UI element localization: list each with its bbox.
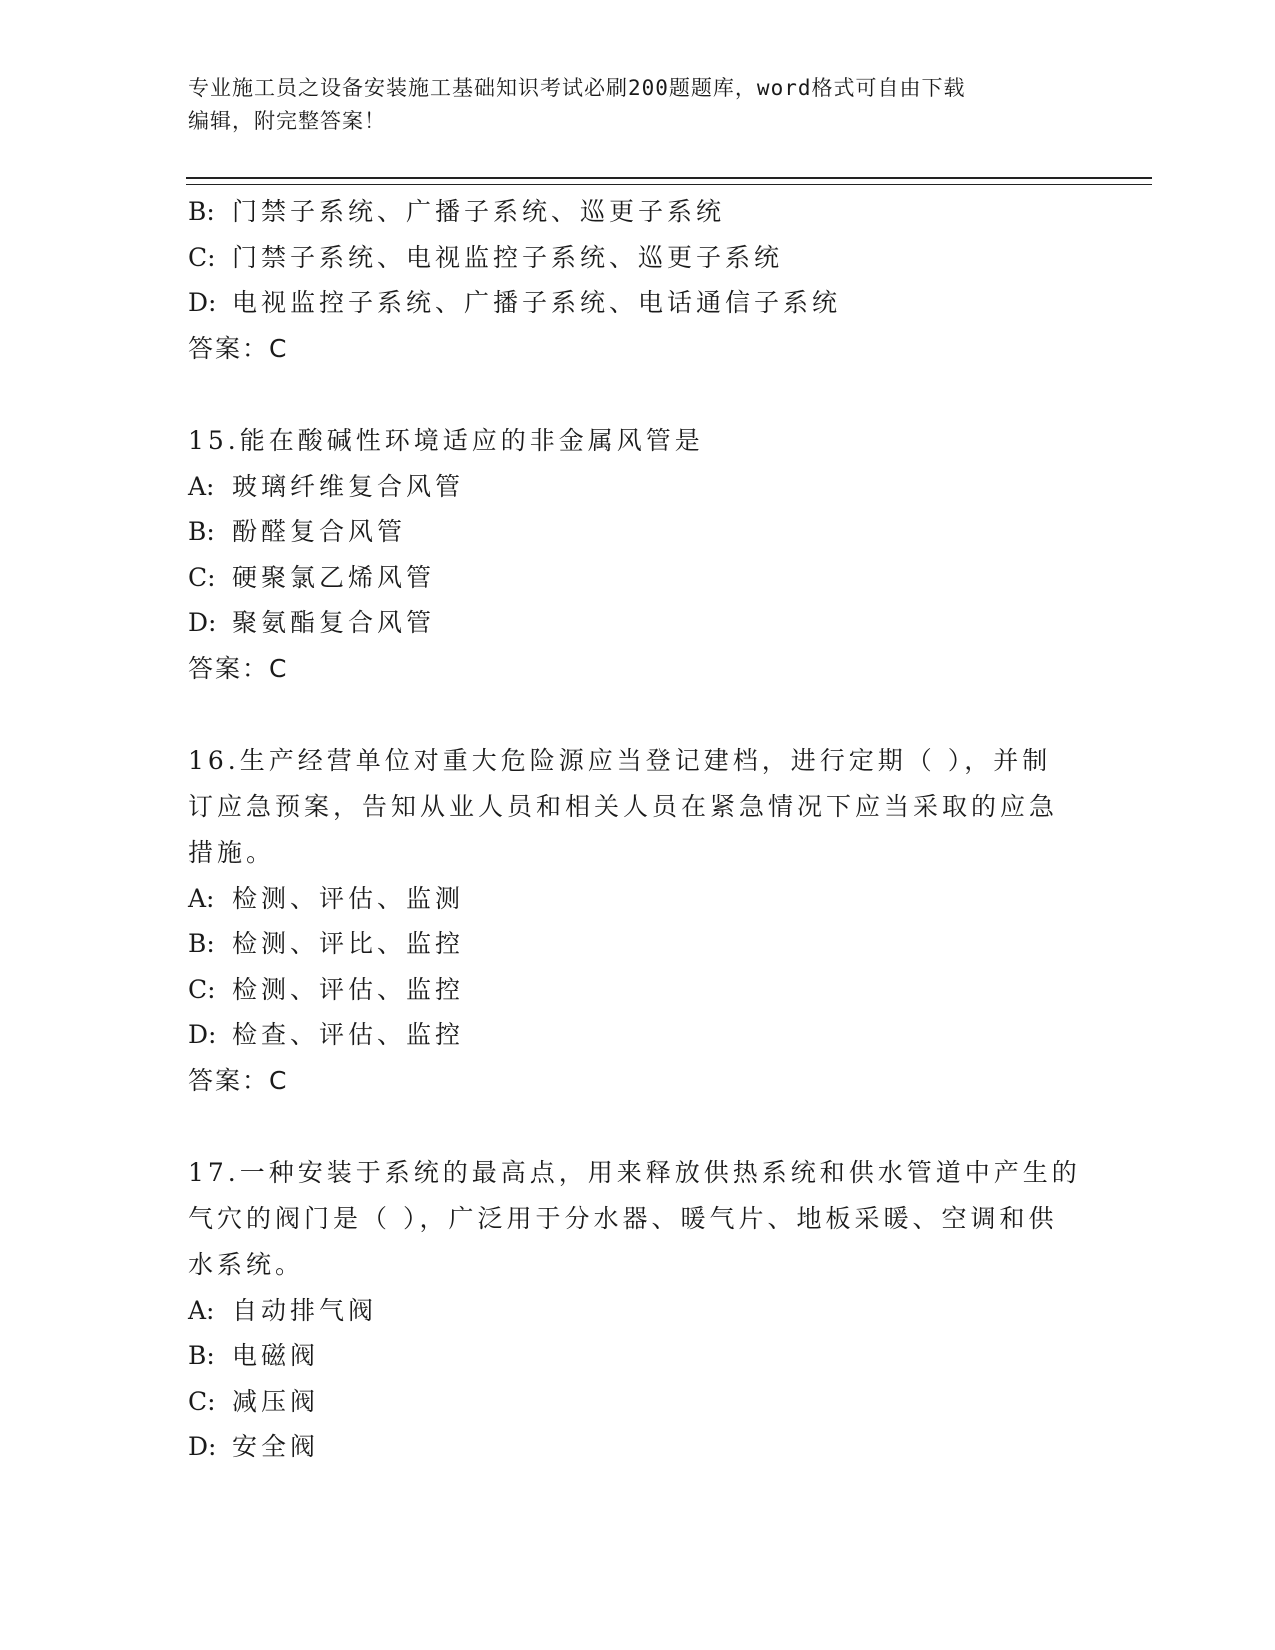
answer: 答案：C <box>188 1065 289 1095</box>
page-header <box>188 72 1068 138</box>
header-divider <box>186 177 1152 185</box>
option-c: C: 减压阀 <box>188 1386 320 1416</box>
question-list <box>188 189 1088 1470</box>
option-b: B: 门禁子系统、广播子系统、巡更子系统 <box>188 197 726 226</box>
question-stem-line-1: 16.生产经营单位对重大危险源应当登记建档，进行定期（ ），并制 <box>188 745 1052 775</box>
question-stem-line-2: 订应急预案，告知从业人员和相关人员在紧急情况下应当采取的应急 <box>188 791 1059 821</box>
question-stem-line-3: 措施。 <box>188 837 276 867</box>
question-stem-line-3: 水系统。 <box>188 1249 305 1279</box>
option-d: D: 检查、评估、监控 <box>188 1020 465 1049</box>
question-14 <box>188 189 1088 372</box>
question-17 <box>188 1150 1088 1470</box>
option-d: D: 聚氨酯复合风管 <box>188 608 436 637</box>
option-a: A: 检测、评估、监测 <box>188 883 465 913</box>
option-c: C: 门禁子系统、电视监控子系统、巡更子系统 <box>188 242 784 272</box>
answer: 答案：C <box>188 653 289 683</box>
option-a: A: 自动排气阀 <box>188 1295 378 1325</box>
option-d: D: 安全阀 <box>188 1432 320 1461</box>
option-c: C: 硬聚氯乙烯风管 <box>188 562 436 592</box>
question-stem: 15.能在酸碱性环境适应的非金属风管是 <box>188 425 704 455</box>
question-stem-line-1: 17.一种安装于系统的最高点，用来释放供热系统和供水管道中产生的 <box>188 1157 1081 1187</box>
header-title-line-1: 专业施工员之设备安装施工基础知识考试必刷200题题库，word格式可自由下载 <box>188 76 966 100</box>
option-c: C: 检测、评估、监控 <box>188 974 465 1004</box>
option-b: B: 电磁阀 <box>188 1341 320 1370</box>
question-stem-line-2: 气穴的阀门是（ ），广泛用于分水器、暖气片、地板采暖、空调和供 <box>188 1203 1058 1233</box>
question-16 <box>188 738 1088 1104</box>
option-a: A: 玻璃纤维复合风管 <box>188 471 465 501</box>
option-b: B: 酚醛复合风管 <box>188 517 407 546</box>
answer: 答案：C <box>188 333 289 363</box>
question-15 <box>188 418 1088 692</box>
option-b: B: 检测、评比、监控 <box>188 929 465 958</box>
header-title-line-2: 编辑，附完整答案！ <box>188 109 386 133</box>
option-d: D: 电视监控子系统、广播子系统、电话通信子系统 <box>188 288 842 317</box>
